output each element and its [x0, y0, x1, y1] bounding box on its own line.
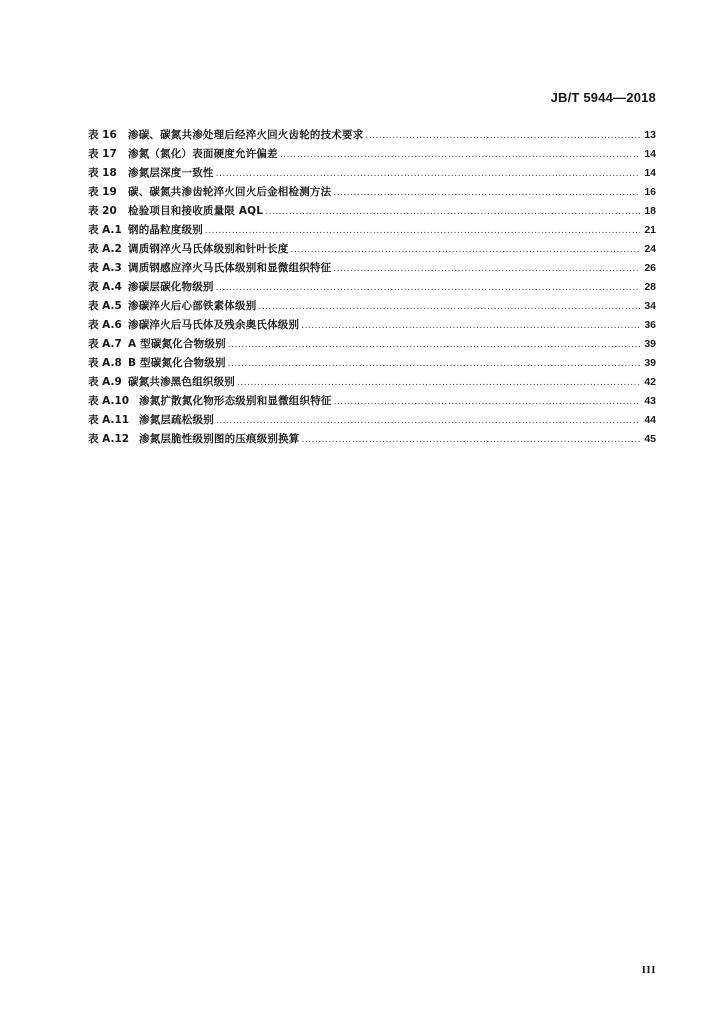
toc-entry-title: 渗碳淬火后马氏体及残余奥氏体级别: [128, 319, 300, 331]
toc-entry[interactable]: [88, 221, 656, 240]
toc-entry-title: 钢的晶粒度级别: [128, 224, 203, 236]
toc-entry-number: 表 A.1: [88, 224, 122, 236]
toc-dot-leader: [280, 146, 640, 165]
toc-entry-page: 16: [644, 186, 656, 198]
toc-dot-leader: [216, 165, 640, 184]
toc-entry-title: 渗碳淬火后心部铁素体级别: [128, 300, 257, 312]
toc-dot-leader: [334, 393, 640, 412]
toc-entry-page: 14: [644, 167, 656, 179]
toc-entry-page: 26: [644, 262, 656, 274]
toc-entry-number: 表 16: [88, 129, 117, 141]
document-code: JB/T 5944—2018: [550, 90, 656, 105]
toc-dot-leader: [302, 431, 641, 450]
toc-entry[interactable]: [88, 297, 656, 316]
toc-entry-title: 碳、碳氮共渗齿轮淬火回火后金相检测方法: [128, 186, 332, 198]
toc-entry-title: 渗碳、碳氮共渗处理后经淬火回火齿轮的技术要求: [128, 129, 364, 141]
toc-entry-page: 43: [644, 395, 656, 407]
toc-entry[interactable]: [88, 183, 656, 202]
toc-entry-number: 表 A.8: [88, 357, 122, 369]
toc-entry-number: 表 18: [88, 167, 117, 179]
toc-entry-number: 表 A.7: [88, 338, 122, 350]
toc-entry-page: 28: [644, 281, 656, 293]
page-number: III: [641, 964, 656, 976]
toc-entry[interactable]: [88, 278, 656, 297]
toc-entry-page: 45: [644, 433, 656, 445]
toc-entry-number: 表 A.4: [88, 281, 122, 293]
toc-entry-number: 表 A.6: [88, 319, 122, 331]
toc-entry-number: 表 A.11: [88, 414, 130, 426]
toc-dot-leader: [365, 127, 640, 146]
toc-entry-number: 表 A.5: [88, 300, 122, 312]
toc-entry-page: 42: [644, 376, 656, 388]
toc-entry-title: A 型碳氮化合物级别: [128, 338, 226, 350]
toc-dot-leader: [333, 260, 640, 279]
toc-entry[interactable]: [88, 202, 656, 221]
toc-entry-number: 表 A.9: [88, 376, 122, 388]
toc-entry-page: 14: [644, 148, 656, 160]
toc-entry-title: 碳氮共渗黑色组织级别: [128, 376, 235, 388]
toc-entry[interactable]: [88, 316, 656, 335]
toc-entry-title: 渗氮（氮化）表面硬度允许偏差: [128, 148, 278, 160]
toc-dot-leader: [216, 412, 640, 431]
toc-dot-leader: [228, 355, 640, 374]
toc-entry-number: 表 A.10: [88, 395, 130, 407]
toc-entry[interactable]: [88, 411, 656, 430]
toc-entry-title: 渗碳层碳化物级别: [128, 281, 214, 293]
toc-entry-page: 13: [644, 129, 656, 141]
toc-entry-page: 18: [644, 205, 656, 217]
toc-entry-number: 表 17: [88, 148, 117, 160]
toc-dot-leader: [291, 241, 641, 260]
toc-entry-page: 34: [644, 300, 656, 312]
toc-entry-page: 36: [644, 319, 656, 331]
toc-entry-number: 表 A.12: [88, 433, 130, 445]
toc-entry[interactable]: [88, 164, 656, 183]
toc-entry[interactable]: [88, 354, 656, 373]
toc-entry[interactable]: [88, 373, 656, 392]
toc-entry-title: 检验项目和接收质量限 AQL: [128, 205, 264, 217]
toc-entry-number: 表 20: [88, 205, 117, 217]
toc-entry-page: 44: [644, 414, 656, 426]
toc-dot-leader: [301, 317, 640, 336]
toc-dot-leader: [237, 374, 640, 393]
toc-entry-title: 渗氮层深度一致性: [128, 167, 214, 179]
toc-entry-title: 调质钢淬火马氏体级别和针叶长度: [128, 243, 289, 255]
toc-dot-leader: [228, 336, 640, 355]
toc-entry[interactable]: [88, 259, 656, 278]
toc-dot-leader: [258, 298, 640, 317]
toc-entry[interactable]: [88, 145, 656, 164]
toc-entry-page: 39: [644, 338, 656, 350]
toc-dot-leader: [333, 184, 640, 203]
toc-entry[interactable]: [88, 430, 656, 449]
toc-entry[interactable]: [88, 335, 656, 354]
toc-entry-title: 渗氮扩散氮化物形态级别和显微组织特征: [139, 395, 332, 407]
toc-dot-leader: [216, 279, 640, 298]
toc-entry-title: 渗氮层脆性级别图的压痕级别换算: [139, 433, 300, 445]
toc-entry-title: 调质钢感应淬火马氏体级别和显微组织特征: [128, 262, 332, 274]
toc-entry-number: 表 A.2: [88, 243, 122, 255]
toc-entry-page: 24: [644, 243, 656, 255]
toc-entry-number: 表 19: [88, 186, 117, 198]
toc-entry[interactable]: [88, 126, 656, 145]
toc-entry[interactable]: [88, 392, 656, 411]
toc-dot-leader: [265, 203, 640, 222]
toc-entry-page: 39: [644, 357, 656, 369]
toc-dot-leader: [205, 222, 640, 241]
toc-entry-title: 渗氮层疏松级别: [139, 414, 214, 426]
toc-entry-page: 21: [644, 224, 656, 236]
toc-entry-number: 表 A.3: [88, 262, 122, 274]
toc-entry-title: B 型碳氮化合物级别: [128, 357, 226, 369]
toc-entry[interactable]: [88, 240, 656, 259]
table-of-contents: [88, 126, 656, 449]
